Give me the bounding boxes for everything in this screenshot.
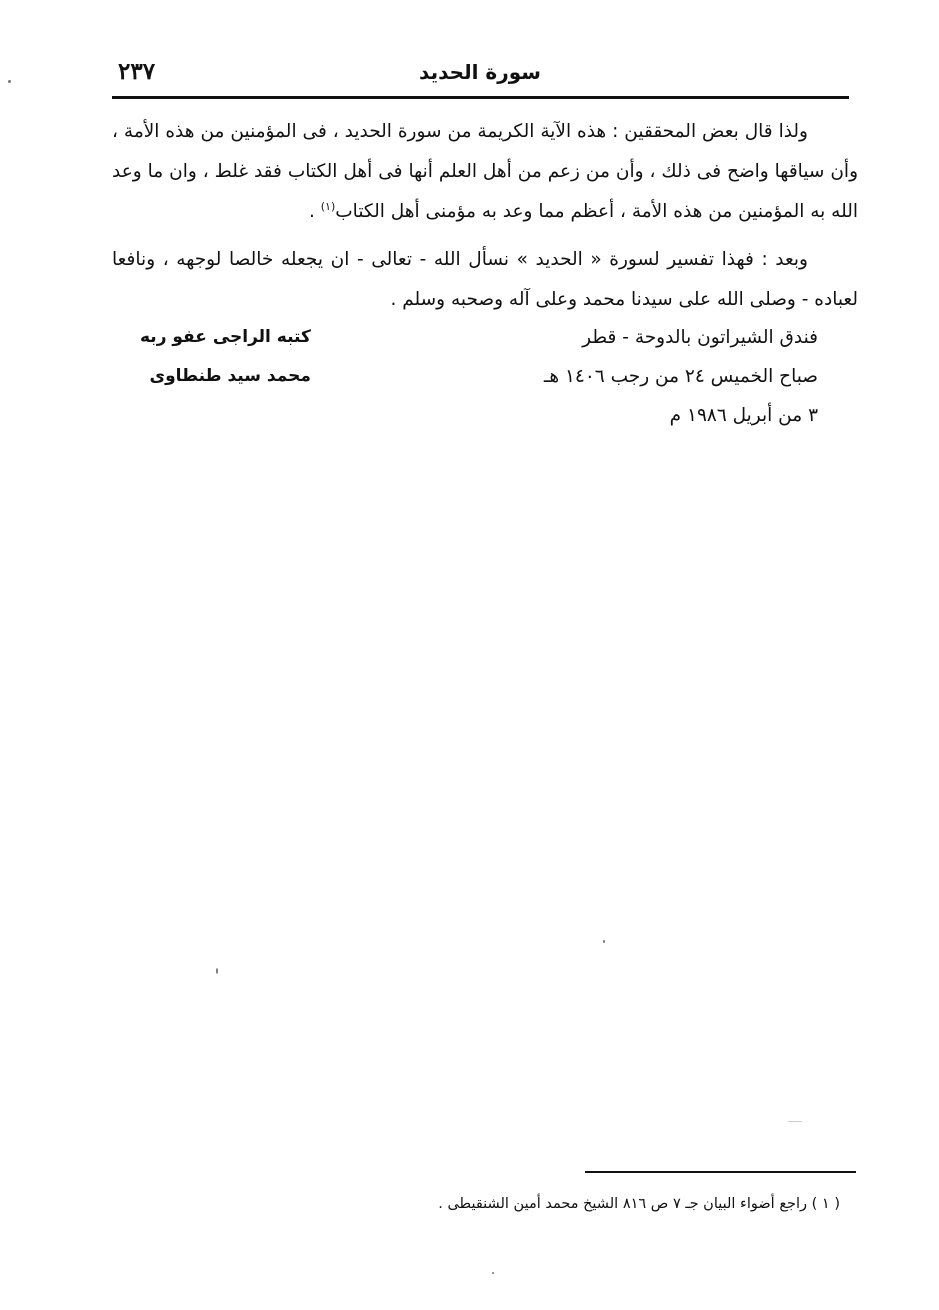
paragraph-2 (112, 240, 858, 320)
scan-speck (8, 80, 11, 83)
scan-speck (603, 940, 605, 943)
paragraph-2-line-1: وبعد : فهذا تفسير لسورة « الحديد » نسأل الله - تعالى - ان يجعله خالصا لوجهه ، (162, 249, 808, 270)
gregorian-date-line: ٣ من أبريل ١٩٨٦ م (669, 405, 818, 426)
main-text (112, 112, 858, 320)
paragraph-1-line-3: ما وعد الله به المؤمنين من هذه الأمة ، أعظم مما وعد به مؤمنى أهل الكتاب (112, 161, 858, 222)
scan-speck (788, 1121, 802, 1122)
paragraph-1 (112, 112, 858, 232)
hijri-date-line: صباح الخميس ٢٤ من رجب ١٤٠٦ هـ (543, 366, 818, 387)
surah-title: سورة الحديد (419, 60, 541, 84)
header-divider (112, 96, 849, 99)
author-signature (140, 318, 311, 396)
page-header (112, 52, 848, 92)
paragraph-1-line-2: وأن سياقها واضح فى ذلك ، وأن من زعم من أهل العلم أنها فى أهل الكتاب فقد غلط ، وان (169, 161, 858, 182)
signature-line-2: محمد سيد طنطاوى (149, 366, 311, 386)
place-line: فندق الشيراتون بالدوحة - قطر (582, 327, 818, 348)
paragraph-1-line-1: ولذا قال بعض المحققين : هذه الآية الكريمة من سورة الحديد ، فى المؤمنين من هذه الأمة ، (112, 121, 808, 142)
scan-speck (216, 968, 218, 974)
closing-section (112, 318, 858, 438)
place-and-date (544, 318, 818, 435)
scan-speck (492, 1272, 494, 1274)
footnote-divider (585, 1171, 856, 1173)
page-number: ٢٣٧ (118, 58, 156, 85)
signature-line-1: كتبه الراجى عفو ربه (140, 327, 311, 347)
footnote: ( ١ ) راجع أضواء البيان جـ ٧ ص ٨١٦ الشيخ محمد أمين الشنقيطى . (438, 1196, 840, 1212)
paragraph-2-line-2: ونافعا لعباده - وصلى الله على سيدنا محمد وعلى آله وصحبه وسلم . (112, 249, 858, 310)
footnote-marker[interactable]: (١) (320, 199, 336, 213)
paragraph-1-end: . (308, 201, 321, 222)
